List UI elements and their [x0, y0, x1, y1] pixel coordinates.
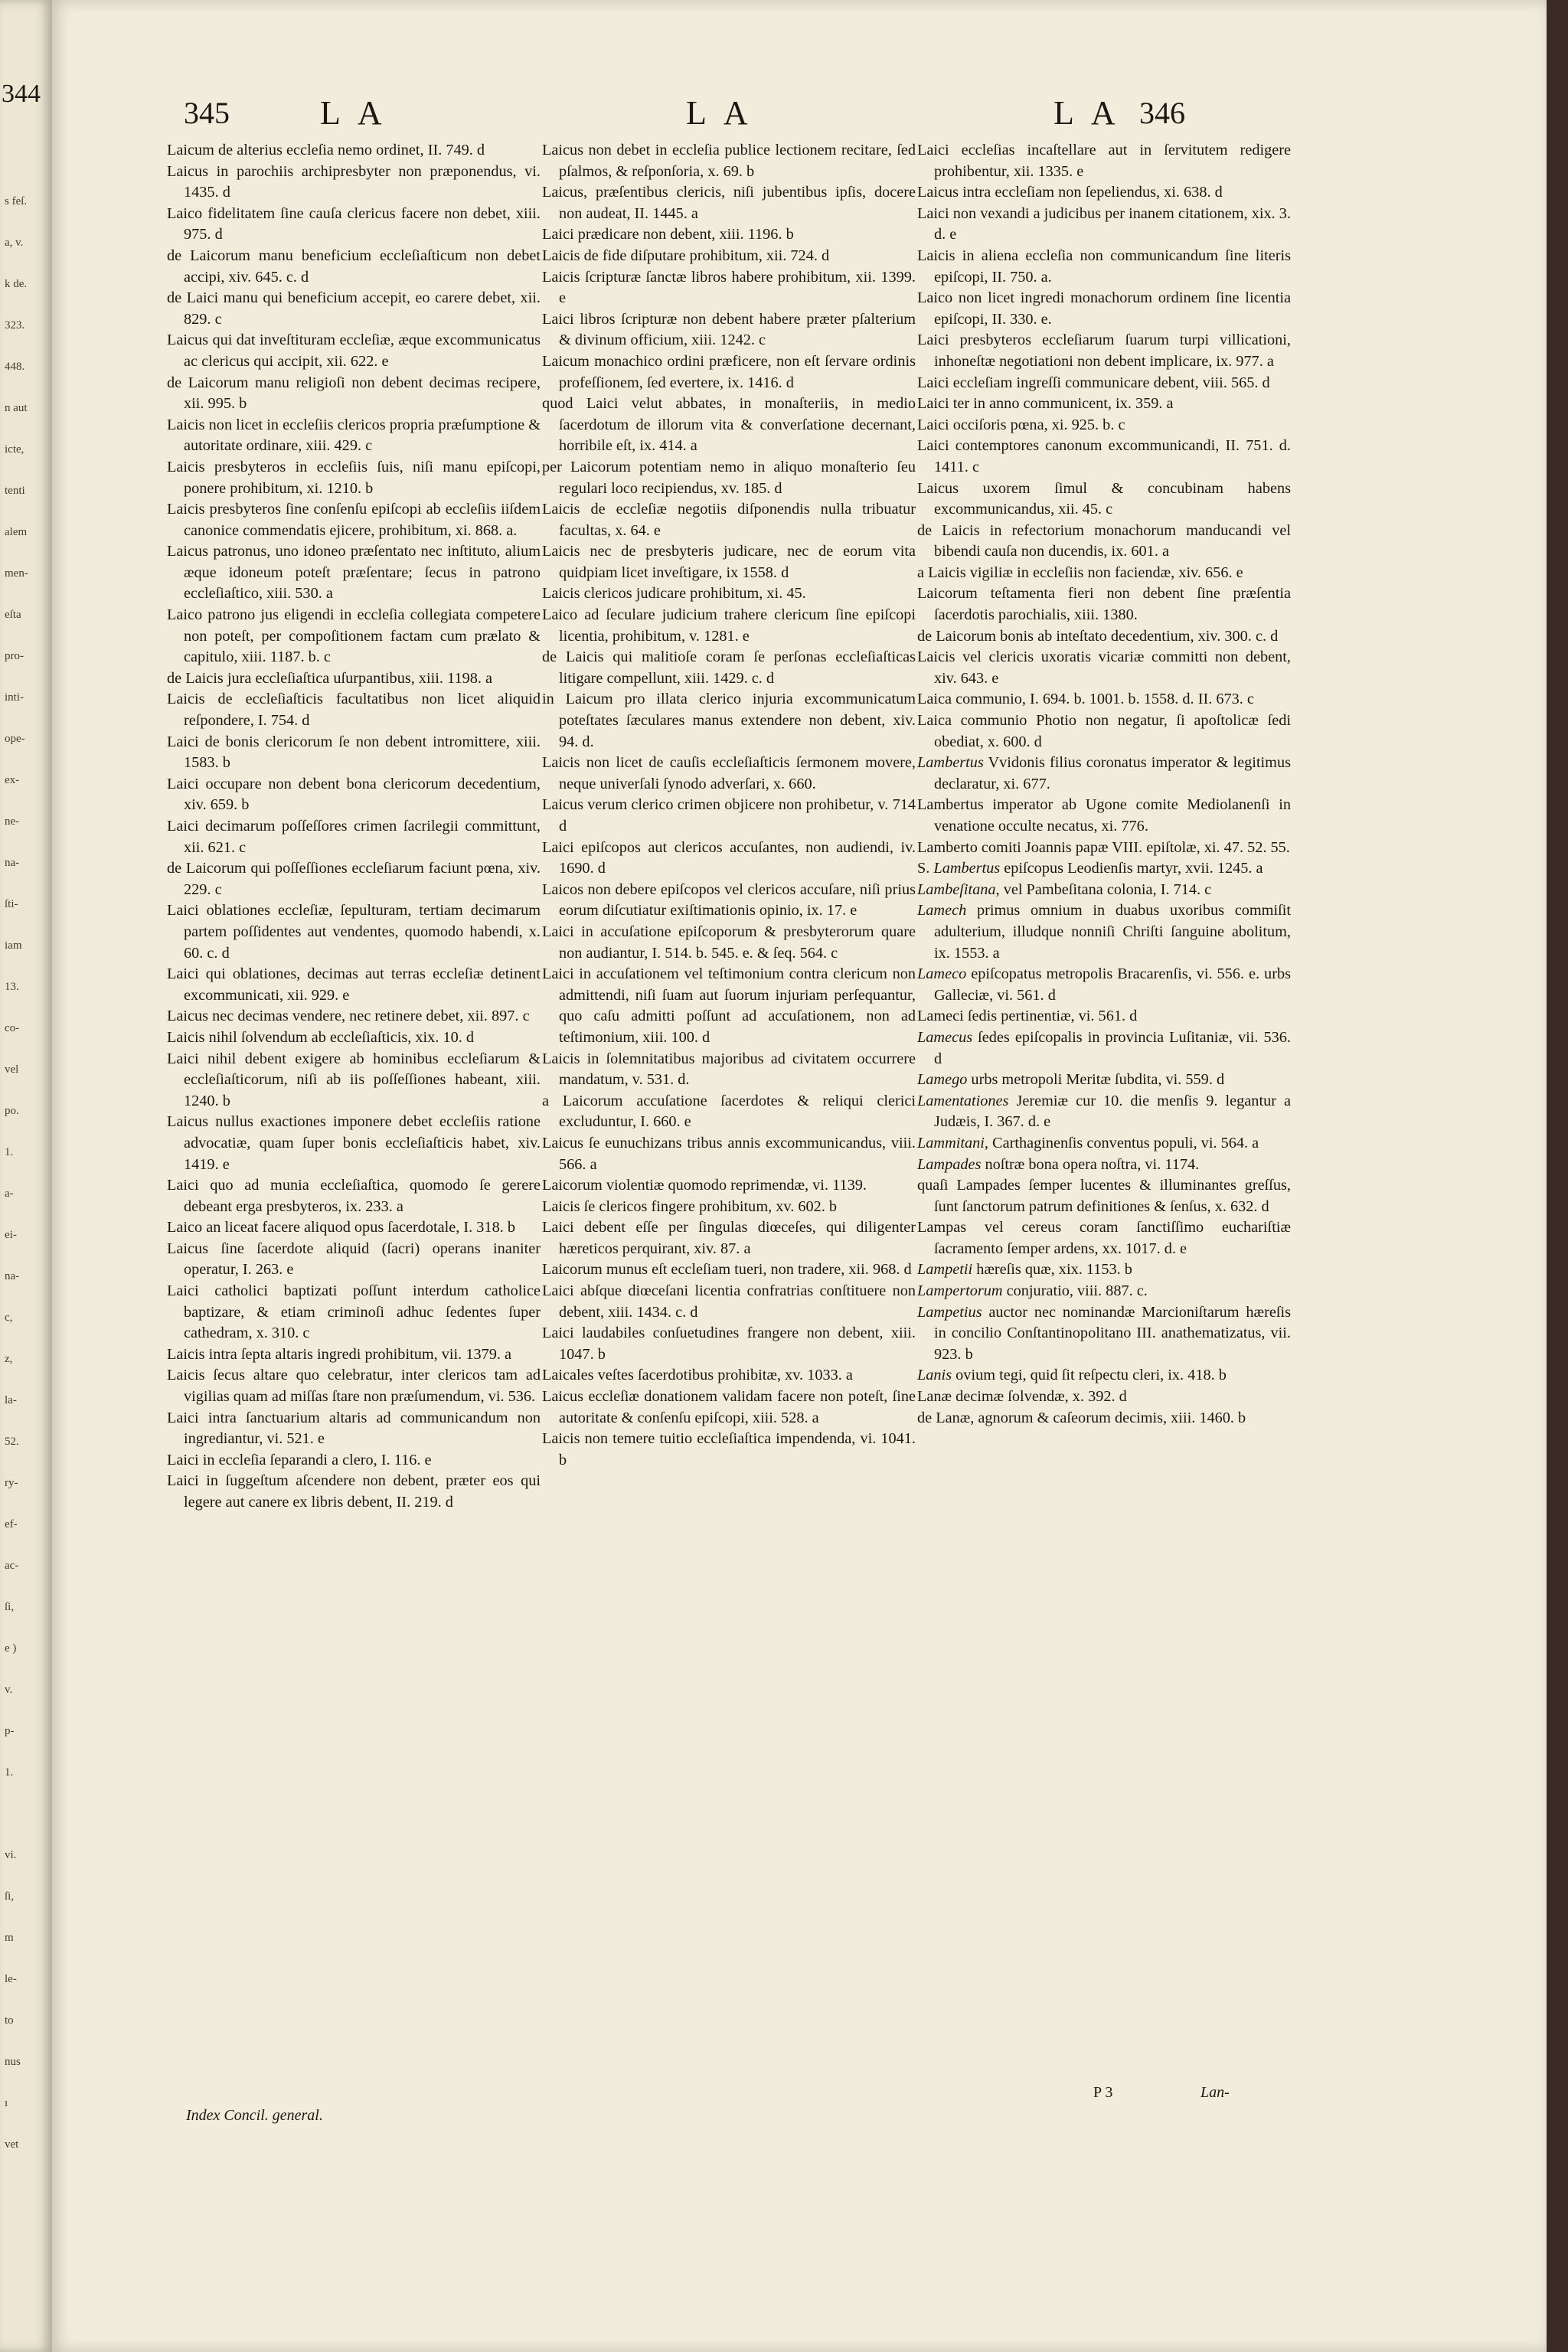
index-entry: de Laicorum bonis ab inteſtato decedentium, xiv. 300. c. d [917, 627, 1279, 645]
index-entry: Laici contemptores canonum excommunicandi, II. 751. d. 1411. c [917, 437, 1291, 475]
index-entry: Laicis presbyteros in eccleſiis ſuis, niſi manu epiſcopi, ponere prohibitum, xi. 1210. b [167, 458, 541, 497]
previous-page-fragment: eſta [5, 609, 21, 621]
running-head-center: LA [686, 94, 765, 132]
index-entry: Laici decimarum poſſeſſores crimen ſacrilegii committunt, xii. 621. c [167, 818, 541, 856]
previous-page-fragment: ne- [5, 815, 20, 828]
previous-page-fragment: k de. [5, 278, 28, 290]
previous-page-fragment: 1. [5, 1146, 14, 1158]
previous-page-fragment: na- [5, 857, 20, 869]
previous-page-fragment: inti- [5, 691, 24, 704]
index-entry: de Laici manu qui beneficium accepit, eo carere debet, xii. 829. c [167, 289, 541, 328]
index-entry: Laico an liceat facere aliquod opus ſacerdotale, I. 318. b [167, 1219, 515, 1236]
index-entry: Laicis vel clericis uxoratis vicariæ committi non debent, xiv. 643. e [917, 648, 1291, 687]
index-entry: Laicis de eccleſiaſticis facultatibus non licet aliquid reſpondere, I. 754. d [167, 691, 541, 730]
previous-page-fragment: s feſ. [5, 195, 28, 207]
index-entry: Laicis presbyteros ſine conſenſu epiſcopi ab eccleſiis iiſdem canonice commendatis ejicere, prohibitum, xi. 868. a. [167, 501, 541, 539]
index-entry: Lampades noſtræ bona opera noſtra, vi. 1174. [917, 1155, 1200, 1173]
index-entry: Laici in accuſationem vel teſtimonium contra clericum non admittendi, niſi ſuam aut ſuorum injuriam perſequantur, quo caſu admitti poſſunt ad accuſationem, non ad teſtimonium, xiii. 100. d [542, 965, 916, 1046]
index-entry: Laicis non licet de cauſis eccleſiaſticis ſermonem movere, neque univerſali ſynodo adverſari, x. 660. [542, 754, 916, 792]
index-entry: Laici intra ſanctuarium altaris ad communicandum non ingrediantur, vi. 521. e [167, 1409, 541, 1448]
previous-page-fragment: ı [5, 2097, 8, 2109]
previous-page-fragment: 13. [5, 981, 19, 993]
index-entry: Laici in ſuggeſtum aſcendere non debent, præter eos qui legere aut canere ex libris debent, II. 219. d [167, 1472, 541, 1511]
index-entry: Laicos non debere epiſcopos vel clericos accuſare, niſi prius eorum diſcutiatur exiſtimationis opinio, ix. 17. e [542, 880, 916, 920]
index-entry: Laicus qui dat inveſtituram eccleſiæ, æque excommunicatus ac clericus qui accipit, xii. 622. e [167, 332, 541, 370]
index-entry: Laicis nec de presbyteris judicare, nec de eorum vita quidpiam licet inveſtigare, ix 1558. d [542, 543, 916, 581]
index-entry: in Laicum pro illata clerico injuria excommunicatum poteſtates ſæculares manus extendere non debent, xiv. 94. d. [542, 691, 916, 750]
index-entry: Lambeſitana, vel Pambeſitana colonia, I. 714. c [917, 880, 1212, 898]
index-entry: Lambertus Vvidonis filius coronatus imperator & legitimus declaratur, xi. 677. [917, 754, 1291, 792]
previous-page-fragment: ſti- [5, 898, 18, 910]
previous-page-fragment: m [5, 1932, 14, 1944]
index-entry: de Laicis jura eccleſiaſtica uſurpantibus, xiii. 1198. a [167, 669, 493, 687]
previous-page-fragment: iam [5, 939, 22, 952]
previous-page-fragment: z, [5, 1353, 13, 1365]
catchword: Lan- [1200, 2084, 1230, 2101]
index-entry: Laicus eccleſiæ donationem validam facere non poteſt, ſine autoritate & conſenſu epiſcopi, xiii. 528. a [542, 1388, 916, 1426]
index-entry: Laicus nec decimas vendere, nec retinere debet, xii. 897. c [167, 1008, 530, 1025]
index-entry: Laici eccleſias incaſtellare aut in ſervitutem redigere prohibentur, xii. 1335. e [917, 142, 1291, 180]
index-entry: Lampetius auctor nec nominandæ Marcioniſtarum hæreſis in concilio Conſtantinopolitano III. anathematizatus, vii. 923. b [917, 1303, 1291, 1363]
index-entry: a Laicorum accuſatione ſacerdotes & reliqui clerici excluduntur, I. 660. e [542, 1092, 916, 1131]
index-entry: Laicis ſecus altare quo celebratur, inter clericos tam ad vigilias quam ad miſſas ſtare non præſumendum, vi. 536. [167, 1367, 541, 1406]
previous-page-fragment: ef- [5, 1518, 18, 1530]
previous-page-number: 344 [2, 80, 41, 108]
previous-page-fragment: vet [5, 2138, 19, 2151]
index-entry: Laici in eccleſia ſeparandi a clero, I. 116. e [167, 1451, 432, 1468]
previous-page-fragment: c, [5, 1312, 13, 1324]
index-entry: Laicis de eccleſiæ negotiis diſponendis nulla tribuatur facultas, x. 64. e [542, 501, 916, 539]
index-entry: Laici oblationes eccleſiæ, ſepulturam, tertiam decimarum partem poſſidentes aut vendentes, quomodo habendi, x. 60. c. d [167, 902, 541, 962]
index-entry: Laicis non temere tuitio eccleſiaſtica impendenda, vi. 1041. b [542, 1430, 916, 1468]
index-entry: Laici non vexandi a judicibus per inanem citationem, xix. 3. d. e [917, 204, 1291, 243]
previous-page-fragment: to [5, 2014, 14, 2027]
previous-page-fragment: a- [5, 1187, 14, 1200]
index-entry: Laicus intra eccleſiam non ſepeliendus, xi. 638. d [917, 184, 1223, 201]
index-entry: de Laicorum manu religioſi non debent decimas recipere, xii. 995. b [167, 374, 541, 413]
index-entry: Laicum monachico ordini præficere, non eſt ſervare ordinis profeſſionem, ſed evertere, ix. 1416. d [542, 352, 916, 391]
index-entry: S. Lambertus epiſcopus Leodienſis martyr, xvii. 1245. a [917, 860, 1263, 877]
running-head-right: LA [1054, 94, 1132, 132]
index-entry: Laicis intra ſepta altaris ingredi prohibitum, vii. 1379. a [167, 1345, 512, 1363]
previous-page-fragment: ex- [5, 774, 20, 786]
index-entry: Laici abſque diœceſani licentia confratrias conſtituere non debent, xiii. 1434. c. d [542, 1282, 916, 1321]
index-entry: Laico ad ſeculare judicium trahere clericum ſine epiſcopi licentia, prohibitum, v. 1281. e [542, 606, 916, 645]
index-entry: Lambertus imperator ab Ugone comite Mediolanenſi in venatione occulte necatus, xi. 776. [917, 796, 1291, 835]
index-entry: de Laicorum manu beneficium eccleſiaſticum non debet accipi, xiv. 645. c. d [167, 247, 541, 286]
previous-page-fragment: vi. [5, 1849, 17, 1861]
index-entry: Laicis clericos judicare prohibitum, xi. 45. [542, 585, 806, 603]
index-entry: de Laicorum qui poſſeſſiones eccleſiarum faciunt pœna, xiv. 229. c [167, 860, 541, 898]
previous-page-fragment: pro- [5, 650, 24, 662]
previous-page-fragment: ei- [5, 1229, 17, 1241]
index-entry: Laicales veſtes ſacerdotibus prohibitæ, xv. 1033. a [542, 1367, 853, 1384]
previous-page-fragment: na- [5, 1270, 20, 1282]
index-entry: Laici in accuſatione epiſcoporum & presbyterorum quare non audiantur, I. 514. b. 545. e. & ſeq. 564. c [542, 923, 916, 962]
index-entry: Laica communio Photio non negatur, ſi apoſtolicæ ſedi obediat, x. 600. d [917, 712, 1291, 750]
previous-page-fragment: ope- [5, 733, 25, 745]
index-entry: Laicus patronus, uno idoneo præſentato nec inſtituto, alium æque idoneum poteſt præſentare; ſecus in patrono eccleſiaſtico, xiii. 530. a [167, 543, 541, 603]
index-entry: Laicis de fide diſputare prohibitum, xii. 724. d [542, 247, 830, 264]
previous-page-fragment: 1. [5, 1766, 14, 1779]
previous-page-fragment: ry- [5, 1477, 18, 1489]
index-entry: Laici occupare non debent bona clericorum decedentium, xiv. 659. b [167, 775, 541, 814]
index-entry: de Lanæ, agnorum & caſeorum decimis, xiii. 1460. b [917, 1409, 1246, 1426]
index-entry: Laici ter in anno communicent, ix. 359. a [917, 395, 1174, 413]
previous-page-fragment: tenti [5, 485, 25, 497]
previous-page-fragment: 52. [5, 1436, 19, 1448]
index-entry: Laicus ſe eunuchizans tribus annis excommunicandus, viii. 566. a [542, 1134, 916, 1173]
index-entry: Laici laudabiles conſuetudines frangere non debent, xiii. 1047. b [542, 1325, 916, 1363]
index-entry: per Laicorum potentiam nemo in aliquo monaſterio ſeu regulari loco recipiendus, xv. 185. d [542, 458, 916, 497]
index-entry: Lanæ decimæ ſolvendæ, x. 392. d [917, 1388, 1127, 1406]
previous-page-fragment: alem [5, 526, 28, 538]
page-number-left: 345 [184, 96, 230, 130]
index-entry: Laicus ſine ſacerdote aliquid (ſacri) operans inaniter operatur, I. 263. e [167, 1240, 541, 1279]
index-entry: a Laicis vigiliæ in eccleſiis non faciendæ, xiv. 656. e [917, 564, 1243, 581]
previous-page-fragment: ſi, [5, 1890, 15, 1903]
index-column-3 [917, 140, 1291, 1429]
index-entry: Laici epiſcopos aut clericos accuſantes, non audiendi, iv. 1690. d [542, 838, 916, 877]
footer-index-title: Index Concil. general. [186, 2107, 323, 2124]
index-entry: Laici qui oblationes, decimas aut terras eccleſiæ detinent excommunicati, xii. 929. e [167, 965, 541, 1004]
index-entry: quod Laici velut abbates, in monaſteriis, in medio ſacerdotum de illorum vita & converſatione decernant, horribile eſt, ix. 414. a [542, 395, 916, 455]
previous-page-edge [0, 0, 52, 2352]
index-column-1 [167, 140, 541, 1514]
index-entry: Laicorum teſtamenta fieri non debent ſine præſentia ſacerdotis parochialis, xiii. 1380. [917, 585, 1291, 624]
index-entry: Laicorum munus eſt eccleſiam tueri, non tradere, xii. 968. d [542, 1261, 912, 1279]
index-entry: Laici debent eſſe per ſingulas diœceſes, qui diligenter hæreticos perquirant, xiv. 87. a [542, 1219, 916, 1257]
index-entry: Lanis ovium tegi, quid ſit reſpectu cleri, ix. 418. b [917, 1367, 1227, 1384]
index-entry: de Laicis qui malitioſe coram ſe perſonas eccleſiaſticas litigare compellunt, xiii. 1429. c. d [542, 648, 916, 687]
index-entry: Lampas vel cereus coram ſanctiſſimo euchariſtiæ ſacramento ſemper ardens, xx. 1017. d. e [917, 1219, 1291, 1257]
index-entry: Laici nihil debent exigere ab hominibus eccleſiarum & eccleſiaſticorum, niſi ab iis poſſeſſiones habeant, xiii. 1240. b [167, 1050, 541, 1109]
index-entry: Laicus, præſentibus clericis, niſi jubentibus ipſis, docere non audeat, II. 1445. a [542, 184, 916, 222]
previous-page-fragment: po. [5, 1105, 19, 1117]
index-entry: Lamentationes Jeremiæ cur 10. die menſis 9. legantur a Judæis, I. 367. d. e [917, 1092, 1291, 1131]
index-entry: Laicis in aliena eccleſia non communicandum ſine literis epiſcopi, II. 750. a. [917, 247, 1291, 286]
index-entry: Laicus uxorem ſimul & concubinam habens excommunicandus, xii. 45. c [917, 479, 1291, 518]
index-entry: Laico patrono jus eligendi in eccleſia collegiata competere non poteſt, per compoſitionem factam cum prælato & capitulo, xiii. 1187. b. c [167, 606, 541, 666]
index-entry: Laici catholici baptizati poſſunt interdum catholice baptizare, & etiam criminoſi adhuc ſedentes ſuper cathedram, x. 310. c [167, 1282, 541, 1342]
index-entry: Laici de bonis clericorum ſe non debent intromittere, xiii. 1583. b [167, 733, 541, 772]
previous-page-fragment: ſi, [5, 1601, 15, 1613]
index-entry: Laicus in parochiis archipresbyter non præponendus, vi. 1435. d [167, 162, 541, 201]
previous-page-fragment: le- [5, 1973, 17, 1985]
previous-page-fragment: co- [5, 1022, 20, 1034]
previous-page-fragment: men- [5, 567, 28, 580]
index-entry: Laico fidelitatem ſine cauſa clericus facere non debet, xiii. 975. d [167, 204, 541, 243]
index-entry: Laici occiſoris pœna, xi. 925. b. c [917, 416, 1125, 433]
index-entry: Lameco epiſcopatus metropolis Bracarenſis, vi. 556. e. urbs Galleciæ, vi. 561. d [917, 965, 1291, 1004]
previous-page-fragment: la- [5, 1394, 17, 1406]
index-entry: Laicus verum clerico crimen objicere non prohibetur, v. 714 d [542, 796, 916, 835]
signature-mark: P 3 [1093, 2084, 1113, 2101]
previous-page-fragment: 448. [5, 361, 25, 373]
index-entry: Laico non licet ingredi monachorum ordinem ſine licentia epiſcopi, II. 330. e. [917, 289, 1291, 328]
index-entry: Laicus nullus exactiones imponere debet eccleſiis ratione advocatiæ, quam ſuper bonis eccleſiaſticis habet, xiv. 1419. e [167, 1113, 541, 1173]
index-entry: Lamecus ſedes epiſcopalis in provincia Luſitaniæ, vii. 536. d [917, 1028, 1291, 1067]
index-entry: Laicis ſe clericos fingere prohibitum, xv. 602. b [542, 1197, 838, 1215]
index-entry: Laici quo ad munia eccleſiaſtica, quomodo ſe gerere debeant erga presbyteros, ix. 233. a [167, 1177, 541, 1215]
index-entry: quaſi Lampades ſemper lucentes & illuminantes greſſus, ſunt ſanctorum patrum definitiones & ſenſus, x. 632. d [917, 1177, 1291, 1215]
page-header [52, 90, 1547, 144]
index-entry: Lamego urbs metropoli Meritæ ſubdita, vi. 559. d [917, 1071, 1225, 1089]
index-entry: Lamech primus omnium in duabus uxoribus commiſit adulterium, illudque nonniſi Chriſti ſanguine abolitum, ix. 1553. a [917, 902, 1291, 962]
index-entry: Lameci ſedis pertinentiæ, vi. 561. d [917, 1008, 1138, 1025]
index-entry: Laica communio, I. 694. b. 1001. b. 1558. d. II. 673. c [917, 691, 1254, 708]
index-entry: Lampertorum conjuratio, viii. 887. c. [917, 1282, 1148, 1300]
page-number-right: 346 [1139, 96, 1185, 130]
previous-page-fragment: 323. [5, 319, 25, 332]
previous-page-fragment: e ) [5, 1642, 17, 1655]
index-page [52, 0, 1547, 2352]
index-entry: Laici prædicare non debent, xiii. 1196. b [542, 226, 794, 243]
running-head-left: LA [320, 94, 399, 132]
previous-page-fragment: vel [5, 1063, 19, 1076]
previous-page-fragment: ac- [5, 1560, 19, 1572]
index-entry: Laici presbyteros eccleſiarum ſuarum turpi villicationi, inhoneſtæ negotiationi non debent implicare, ix. 977. a [917, 332, 1291, 370]
index-entry: Laicis non licet in eccleſiis clericos propria præſumptione & autoritate ordinare, xiii. 429. c [167, 416, 541, 455]
index-entry: Lamberto comiti Joannis papæ VIII. epiſtolæ, xi. 47. 52. 55. [917, 838, 1290, 856]
previous-page-fragment: p- [5, 1725, 15, 1737]
previous-page-fragment: a, v. [5, 237, 24, 249]
index-entry: Laicis ſcripturæ ſanctæ libros habere prohibitum, xii. 1399. e [542, 268, 916, 307]
index-entry: Laici eccleſiam ingreſſi communicare debent, viii. 565. d [917, 374, 1270, 391]
previous-page-fragment: nus [5, 2056, 21, 2068]
previous-page-fragment: v. [5, 1684, 13, 1696]
index-entry: Laicis nihil ſolvendum ab eccleſiaſticis, xix. 10. d [167, 1028, 475, 1046]
index-entry: Laicum de alterius eccleſia nemo ordinet, II. 749. d [167, 142, 485, 158]
index-entry: Lammitani, Carthaginenſis conventus populi, vi. 564. a [917, 1134, 1259, 1152]
previous-page-fragment: icte, [5, 443, 24, 456]
index-entry: Laicorum violentiæ quomodo reprimendæ, vi. 1139. [542, 1177, 867, 1194]
previous-page-fragment: n aut [5, 402, 28, 414]
index-column-2 [542, 140, 916, 1471]
index-entry: Laici libros ſcripturæ non debent habere præter pſalterium & divinum officium, xiii. 1242. c [542, 310, 916, 349]
index-entry: de Laicis in refectorium monachorum manducandi vel bibendi cauſa non ducendis, ix. 601. a [917, 521, 1291, 560]
index-entry: Laicus non debet in eccleſia publice lectionem recitare, ſed pſalmos, & reſponſoria, x. 69. b [542, 142, 916, 180]
index-entry: Lampetii hæreſis quæ, xix. 1153. b [917, 1261, 1132, 1279]
index-entry: Laicis in ſolemnitatibus majoribus ad civitatem occurrere mandatum, v. 531. d. [542, 1050, 916, 1089]
